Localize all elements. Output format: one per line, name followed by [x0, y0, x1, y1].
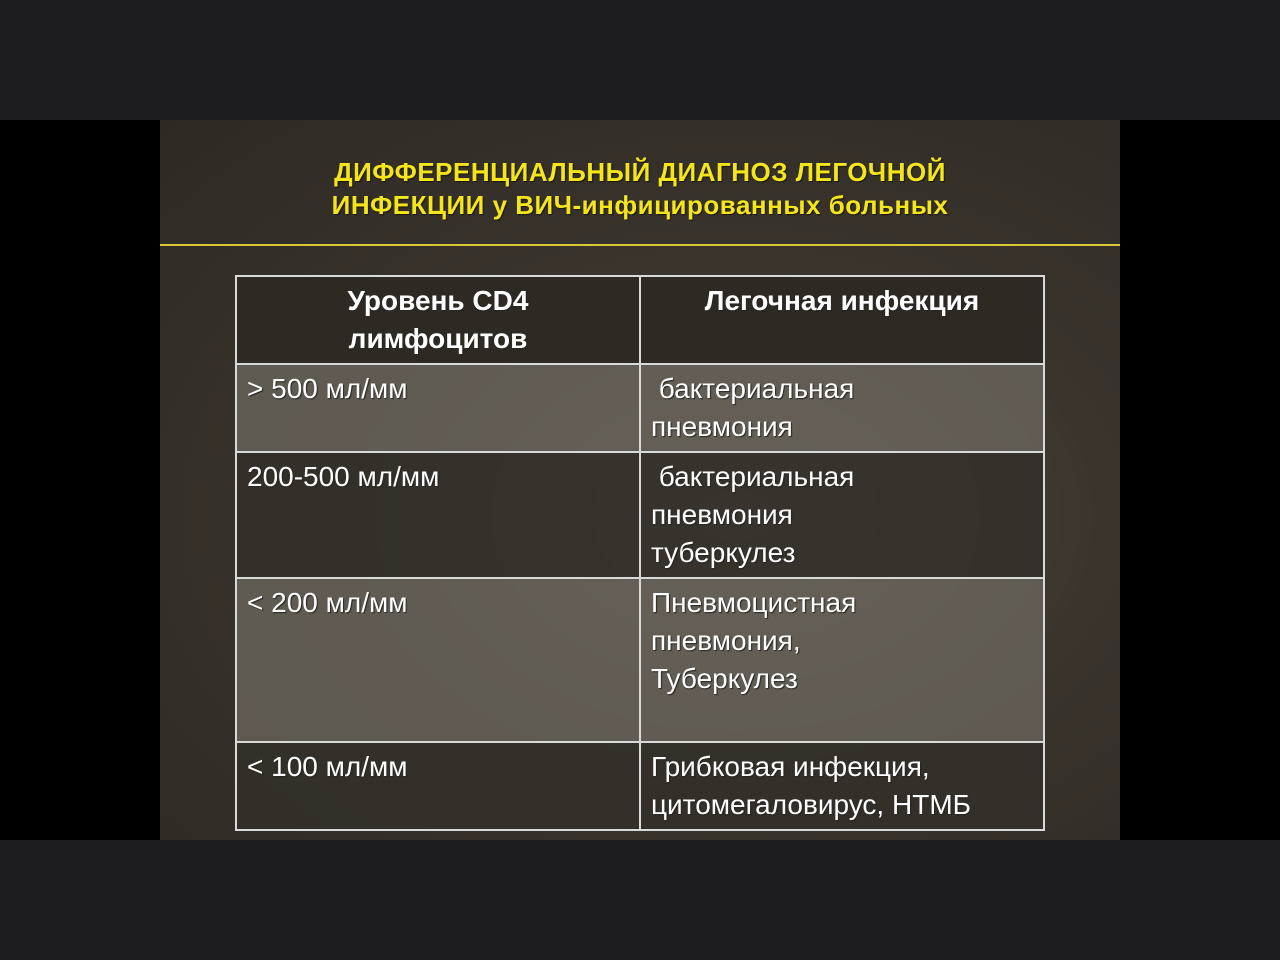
infection-cell: [640, 452, 1044, 578]
infection-text: Пневмоцистная: [651, 587, 857, 618]
title-divider: [160, 244, 1120, 246]
cd4-level-cell: [236, 452, 640, 578]
infection-text: пневмония: [651, 499, 793, 530]
table-header-row: [236, 276, 1044, 364]
infection-cell: [640, 578, 1044, 742]
header-cd4-level: [236, 276, 640, 364]
infection-cell: [640, 742, 1044, 830]
infection-text: бактериальная: [651, 461, 855, 492]
presentation-slide: [160, 120, 1120, 840]
infection-text: туберкулез: [651, 537, 796, 568]
header-pulmonary-infection: [640, 276, 1044, 364]
table-row: [236, 364, 1044, 452]
table-row: [236, 578, 1044, 742]
cd4-level-text: < 100 мл/мм: [247, 751, 408, 782]
infection-text: пневмония,: [651, 625, 801, 656]
table-row: [236, 742, 1044, 830]
cd4-level-cell: [236, 364, 640, 452]
infection-text: пневмония: [651, 411, 793, 442]
header-infection-line-1: Легочная инфекция: [704, 285, 980, 316]
slide-title: [160, 156, 1120, 222]
infection-cell: [640, 364, 1044, 452]
cd4-level-text: < 200 мл/мм: [247, 587, 408, 618]
cd4-level-cell: [236, 578, 640, 742]
infection-text: Туберкулез: [651, 663, 798, 694]
infection-text: цитомегаловирус, НТМБ: [651, 789, 972, 820]
table-row: [236, 452, 1044, 578]
diagnosis-table: [235, 275, 1045, 831]
slide-title-line-2: ИНФЕКЦИИ у ВИЧ-инфицированных больных: [331, 190, 949, 220]
header-cd4-line-2: лимфоцитов: [348, 323, 528, 354]
infection-text: бактериальная: [651, 373, 855, 404]
infection-text: Грибковая инфекция,: [651, 751, 930, 782]
cd4-level-cell: [236, 742, 640, 830]
slide-title-line-1: ДИФФЕРЕНЦИАЛЬНЫЙ ДИАГНОЗ ЛЕГОЧНОЙ: [334, 157, 946, 187]
cd4-level-text: > 500 мл/мм: [247, 373, 408, 404]
cd4-level-text: 200-500 мл/мм: [247, 461, 440, 492]
header-cd4-line-1: Уровень CD4: [347, 285, 529, 316]
